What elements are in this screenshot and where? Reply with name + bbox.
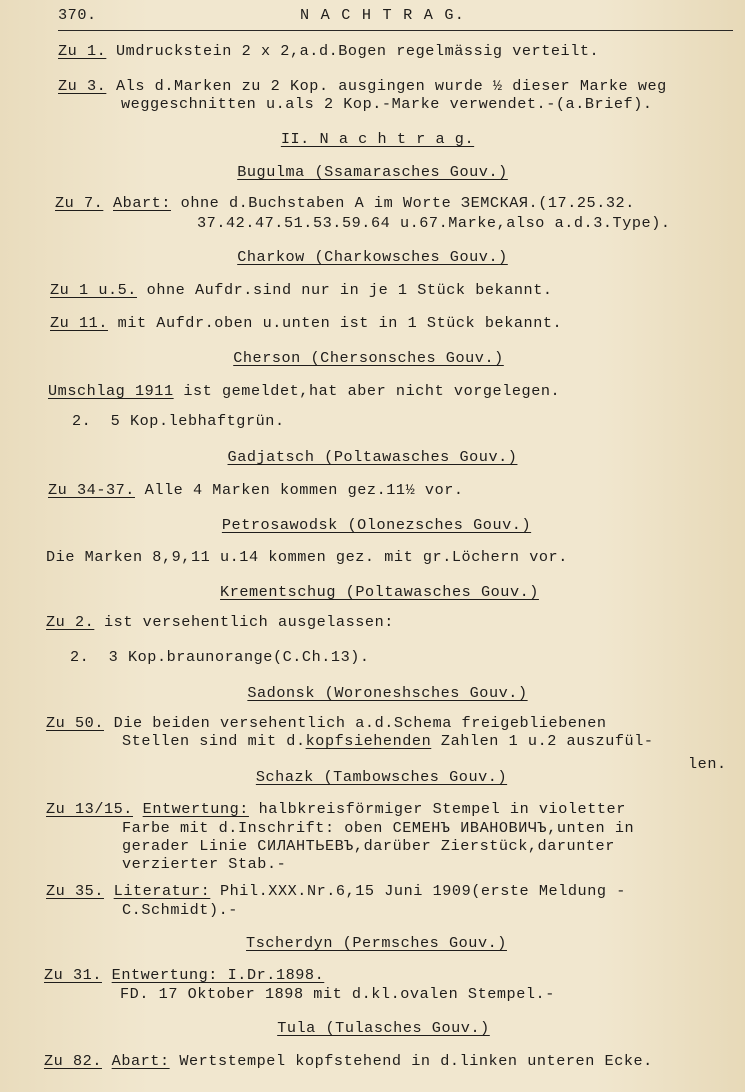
entry-ref: Zu 31. xyxy=(44,966,102,984)
region-heading-sadonsk: Sadonsk (Woroneshsches Gouv.) xyxy=(247,684,528,702)
entry-label: Literatur: xyxy=(113,882,211,900)
region-heading-krementschug: Krementschug (Poltawasches Gouv.) xyxy=(220,583,539,601)
entry-text: ist versehentlich ausgelassen: xyxy=(104,613,394,631)
entry-text: Die beiden versehentlich a.d.Schema freigebliebenen xyxy=(113,714,607,732)
entry-ref: Zu 1 u.5. xyxy=(50,281,137,299)
entry-ref: Zu 1. xyxy=(58,42,107,60)
region-heading-tula: Tula (Tulasches Gouv.) xyxy=(277,1019,490,1037)
region-heading-petrosawodsk: Petrosawodsk (Olonezsches Gouv.) xyxy=(221,516,532,534)
entry-zu-11 xyxy=(50,316,562,331)
entry-ref: Zu 34-37. xyxy=(48,481,135,499)
entry-text: Wertstempel kopfstehend in d.linken unteren Ecke. xyxy=(179,1052,653,1070)
entry-text: Umdruckstein 2 x 2,a.d.Bogen regelmässig verteilt. xyxy=(116,42,600,60)
header-rule xyxy=(58,30,733,31)
running-title: N A C H T R A G. xyxy=(300,6,466,24)
entry-continuation: len. xyxy=(688,755,727,773)
entry-continuation: FD. 17 Oktober 1898 mit d.kl.ovalen Stempel.- xyxy=(120,985,555,1003)
entry-continuation: gerader Linie СИЛАНТЬЕВЪ,darüber Zierstück,darunter xyxy=(122,837,615,855)
entry-zu-31 xyxy=(44,968,324,983)
entry-ref: Zu 2. xyxy=(46,613,95,631)
entry-text: ohne Aufdr.sind nur in je 1 Stück bekannt. xyxy=(146,281,553,299)
entry-item: 2. 5 Kop.lebhaftgrün. xyxy=(72,412,285,430)
entry-zu-7 xyxy=(55,196,635,211)
entry-label: Entwertung: xyxy=(142,800,249,818)
entry-text: Alle 4 Marken kommen gez.11½ vor. xyxy=(144,481,464,499)
entry-zu-1-u-5 xyxy=(50,283,553,298)
region-heading-bugulma: Bugulma (Ssamarasches Gouv.) xyxy=(237,163,508,181)
region-heading-schazk: Schazk (Tambowsches Gouv.) xyxy=(255,768,508,786)
entry-text: mit Aufdr.oben u.unten ist in 1 Stück bekannt. xyxy=(117,314,563,332)
entry-continuation: 37.42.47.51.53.59.64 u.67.Marke,also a.d.3.Type). xyxy=(197,214,671,232)
entry-continuation: Farbe mit d.Inschrift: oben СЕМЕНЪ ИВАНОВИЧЪ,unten in xyxy=(122,819,635,837)
entry-ref: Umschlag 1911 xyxy=(48,382,174,400)
entry-zu-50 xyxy=(46,716,607,731)
entry-item: 2. 3 Kop.braunorange(C.Ch.13). xyxy=(70,648,370,666)
region-heading-tscherdyn: Tscherdyn (Permsches Gouv.) xyxy=(246,934,507,952)
entry-umschlag xyxy=(48,384,560,399)
entry-zu-34-37 xyxy=(48,483,464,498)
entry-continuation: weggeschnitten u.als 2 Kop.-Marke verwendet.-(a.Brief). xyxy=(121,95,653,113)
entry-ref: Zu 82. xyxy=(44,1052,102,1070)
entry-label: Entwertung: I.Dr.1898. xyxy=(111,966,325,984)
entry-zu-35 xyxy=(46,884,626,899)
region-heading-charkow: Charkow (Charkowsches Gouv.) xyxy=(237,248,508,266)
entry-label: Abart: xyxy=(111,1052,170,1070)
entry-continuation: C.Schmidt).- xyxy=(122,901,238,919)
entry-continuation: verzierter Stab.- xyxy=(122,855,287,873)
section-heading: II. N a c h t r a g. xyxy=(280,130,475,148)
entry-label: Abart: xyxy=(113,194,171,212)
entry-ref: Zu 50. xyxy=(46,714,104,732)
region-heading-cherson: Cherson (Chersonsches Gouv.) xyxy=(233,349,504,367)
entry-ref: Zu 7. xyxy=(55,194,104,212)
region-heading-gadjatsch: Gadjatsch (Poltawasches Gouv.) xyxy=(227,448,518,466)
entry-continuation: Stellen sind mit d.kopfsiehenden Zahlen 1 u.2 auszufül- xyxy=(122,732,654,750)
entry-text: ohne d.Buchstaben A im Worte ЗЕМСКАЯ.(17.25.32. xyxy=(180,194,635,212)
entry-zu-1 xyxy=(58,44,599,59)
entry-zu-2 xyxy=(46,615,394,630)
entry-zu-13-15 xyxy=(46,802,626,817)
entry-ref: Zu 3. xyxy=(58,77,107,95)
entry-zu-3 xyxy=(58,79,667,94)
entry-zu-82 xyxy=(44,1054,653,1069)
page-number: 370. xyxy=(58,6,97,24)
entry-ref: Zu 35. xyxy=(46,882,104,900)
entry-text-line: Die Marken 8,9,11 u.14 kommen gez. mit gr.Löchern vor. xyxy=(46,548,568,566)
entry-text: halbkreisförmiger Stempel in violetter xyxy=(258,800,626,818)
entry-text: Phil.XXX.Nr.6,15 Juni 1909(erste Meldung - xyxy=(219,882,626,900)
entry-text: ist gemeldet,hat aber nicht vorgelegen. xyxy=(183,382,561,400)
entry-ref: Zu 13/15. xyxy=(46,800,133,818)
entry-text: Als d.Marken zu 2 Kop. ausgingen wurde ½ dieser Marke weg xyxy=(116,77,667,95)
entry-ref: Zu 11. xyxy=(50,314,108,332)
